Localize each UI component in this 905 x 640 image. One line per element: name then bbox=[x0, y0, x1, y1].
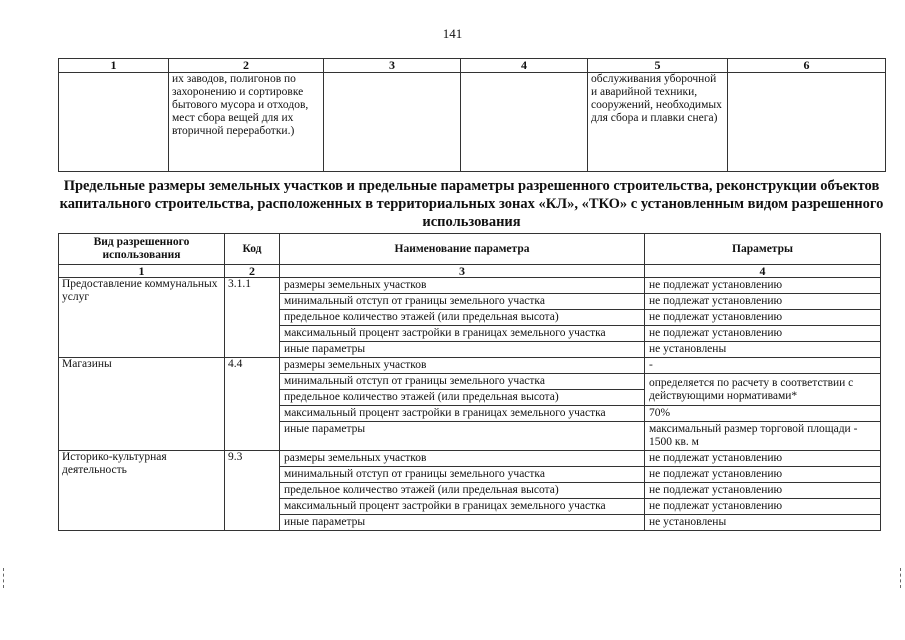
use-cell: Историко-культурная деятельность bbox=[59, 451, 225, 531]
column-number-cell: 3 bbox=[280, 265, 645, 278]
param-name-cell: максимальный процент застройки в границах земельного участка bbox=[280, 326, 645, 342]
param-value-cell: не установлены bbox=[645, 515, 881, 531]
empty-cell bbox=[59, 73, 169, 172]
param-name-cell: иные параметры bbox=[280, 515, 645, 531]
margin-mark bbox=[3, 568, 5, 588]
header-use: Вид разрешенного использования bbox=[59, 234, 225, 265]
code-cell: 9.3 bbox=[225, 451, 280, 531]
param-value-cell: максимальный размер торговой площади - 1500 кв. м bbox=[645, 422, 881, 451]
param-name-cell: размеры земельных участков bbox=[280, 358, 645, 374]
param-name-cell: размеры земельных участков bbox=[280, 451, 645, 467]
column-number-cell: 2 bbox=[169, 59, 324, 73]
parameters-table bbox=[58, 233, 881, 531]
param-name-cell: предельное количество этажей (или предельная высота) bbox=[280, 390, 645, 406]
column-number-cell: 1 bbox=[59, 59, 169, 73]
column-numbers-row bbox=[59, 265, 881, 278]
param-name-cell: максимальный процент застройки в границах земельного участка bbox=[280, 499, 645, 515]
column-number-cell: 6 bbox=[728, 59, 886, 73]
column-number-cell: 5 bbox=[588, 59, 728, 73]
param-value-cell: не подлежат установлению bbox=[645, 451, 881, 467]
param-value-cell: не установлены bbox=[645, 342, 881, 358]
param-name-cell: предельное количество этажей (или предельная высота) bbox=[280, 310, 645, 326]
param-value-cell: не подлежат установлению bbox=[645, 499, 881, 515]
table-row bbox=[59, 451, 881, 467]
column-number-cell: 3 bbox=[324, 59, 461, 73]
header-params: Параметры bbox=[645, 234, 881, 265]
param-value-cell: не подлежат установлению bbox=[645, 278, 881, 294]
empty-cell bbox=[324, 73, 461, 172]
empty-cell bbox=[461, 73, 588, 172]
param-name-cell: минимальный отступ от границы земельного участка bbox=[280, 467, 645, 483]
use-cell: Предоставление коммунальных услуг bbox=[59, 278, 225, 358]
param-name-cell: размеры земельных участков bbox=[280, 278, 645, 294]
param-name-cell: минимальный отступ от границы земельного участка bbox=[280, 374, 645, 390]
code-cell: 4.4 bbox=[225, 358, 280, 451]
table-row bbox=[59, 358, 881, 374]
page-number: 141 bbox=[442, 26, 463, 41]
param-name-cell: иные параметры bbox=[280, 422, 645, 451]
table-row bbox=[59, 278, 881, 294]
param-value-cell: не подлежат установлению bbox=[645, 310, 881, 326]
param-name-cell: предельное количество этажей (или предельная высота) bbox=[280, 483, 645, 499]
param-name-cell: минимальный отступ от границы земельного участка bbox=[280, 294, 645, 310]
continued-table bbox=[58, 58, 886, 172]
continued-table-row bbox=[59, 73, 886, 172]
param-value-cell: определяется по расчету в соответствии с действующими нормативами* bbox=[645, 374, 881, 406]
param-name-cell: иные параметры bbox=[280, 342, 645, 358]
continued-text-cell: обслуживания уборочной и аварийной техники, сооружений, необходимых для сбора и плавки снега) bbox=[588, 73, 728, 172]
param-value-cell: не подлежат установлению bbox=[645, 294, 881, 310]
param-name-cell: максимальный процент застройки в границах земельного участка bbox=[280, 406, 645, 422]
column-number-cell: 1 bbox=[59, 265, 225, 278]
param-value-cell: 70% bbox=[645, 406, 881, 422]
param-value-cell: не подлежат установлению bbox=[645, 467, 881, 483]
param-value-cell: не подлежат установлению bbox=[645, 483, 881, 499]
continued-text-cell: их заводов, полигонов по захоронению и сортировке бытового мусора и отходов, мест сбора вещей для их вторичной переработки.) bbox=[169, 73, 324, 172]
param-value-cell: не подлежат установлению bbox=[645, 326, 881, 342]
continued-table-header-row bbox=[59, 59, 886, 73]
section-title: Предельные размеры земельных участков и предельные параметры разрешенного строительства, реконструкции объектов капитального строительства, расположенных в территориальных зонах «КЛ», «ТКО» с установленным видом разрешенного использования bbox=[59, 178, 884, 230]
param-value-cell: - bbox=[645, 358, 881, 374]
column-number-cell: 4 bbox=[461, 59, 588, 73]
header-code: Код bbox=[225, 234, 280, 265]
empty-cell bbox=[728, 73, 886, 172]
code-cell: 3.1.1 bbox=[225, 278, 280, 358]
header-param-name: Наименование параметра bbox=[280, 234, 645, 265]
table-header-row bbox=[59, 234, 881, 265]
column-number-cell: 4 bbox=[645, 265, 881, 278]
margin-mark bbox=[900, 568, 902, 588]
column-number-cell: 2 bbox=[225, 265, 280, 278]
use-cell: Магазины bbox=[59, 358, 225, 451]
